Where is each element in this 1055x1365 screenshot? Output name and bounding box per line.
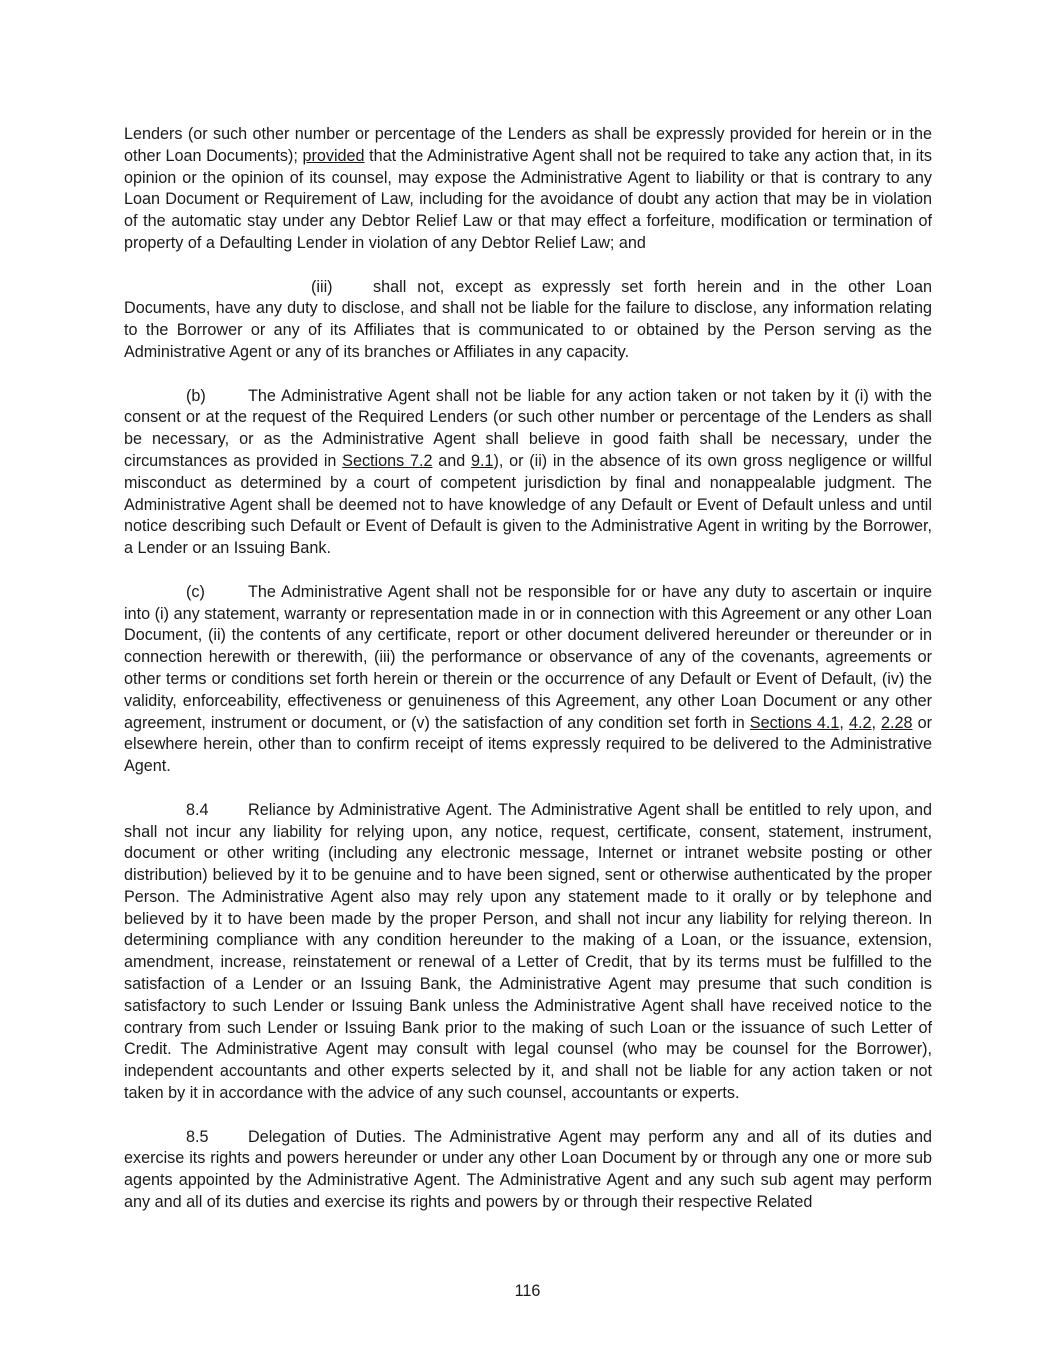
section-number: 8.4 [186, 800, 209, 819]
section-reference: 2.28 [881, 713, 913, 732]
section-reference: Sections 7.2 [342, 451, 433, 470]
section-reference: 4.2 [848, 713, 872, 732]
paragraph-text: that the Administrative Agent shall not be required to take any action that, in its opinion or the opinion of its counsel, may expose the Administrative Agent to liability or that is contrary to any Loan Document or Requirement of Law, including for the avoidance of doubt any action that may be in violation of the automatic stay under any Debtor Relief Law or that may effect a forfeiture, modification or termination of property of a Defaulting Lender in violation of any Debtor Relief Law; and [124, 146, 932, 252]
paragraph-text: Lenders (or such other number or percentage of the Lenders as shall be expressly provided for herein or in the other Loan Documents); [124, 125, 932, 165]
section-8-4 [124, 800, 932, 1105]
paragraph-b [124, 386, 932, 560]
section-number: 8.5 [186, 1127, 209, 1146]
paragraph-text: The Administrative Agent may perform any and all of its duties and exercise its rights and powers hereunder or under any other Loan Document by or through any one or more sub agents appointed by the Administrative Agent. The Administrative Agent and any such sub agent may perform any and all of its duties and exercise its rights and powers by or through their respective Related [124, 1127, 932, 1212]
paragraph-text: shall not, except as expressly set forth herein and in the other Loan Documents, have any duty to disclose, and shall not be liable for the failure to disclose, any information relating to the Borrower or any of its Affiliates that is communicated to or obtained by the Person serving as the Administrative Agent or any of its branches or Affiliates in any capacity. [124, 277, 932, 361]
paragraph-text: The Administrative Agent shall not be liable for any action taken or not taken by it (i) with the consent or at the request of the Required Lenders (or such other number or percentage of the Lenders as shall be necessary, or as the Administrative Agent shall believe in good faith shall be necessary, under the circumstances as provided in [124, 386, 932, 470]
paragraph-text: The Administrative Agent shall not be responsible for or have any duty to ascertain or inquire into (i) any statement, warranty or representation made in or in connection with this Agreement or any other Loan Document, (ii) the contents of any certificate, report or other document delivered hereunder or thereunder or in connection herewith or therewith, (iii) the performance or observance of any of the covenants, agreements or other terms or conditions set forth herein or therein or the occurrence of any Default or Event of Default, (iv) the validity, enforceability, effectiveness or genuineness of this Agreement, any other Loan Document or any other agreement, instrument or document, or (v) the satisfaction of any condition set forth in [124, 582, 932, 732]
section-8-5 [124, 1127, 932, 1214]
underlined-term: provided [302, 146, 365, 165]
section-heading: Delegation of Duties. [248, 1127, 407, 1146]
paragraph-c [124, 582, 932, 778]
page-number: 116 [514, 1282, 541, 1300]
section-reference: Sections 4.1 [749, 713, 840, 732]
section-reference: 9.1 [470, 451, 494, 470]
clause-number: (b) [186, 386, 206, 405]
paragraph-text: or elsewhere herein, other than to confirm receipt of items expressly required to be delivered to the Administrative Agent. [124, 713, 932, 776]
section-heading: Reliance by Administrative Agent. [248, 800, 493, 819]
paragraph-text: The Administrative Agent shall be entitled to rely upon, and shall not incur any liability for relying upon, any notice, request, certificate, consent, statement, instrument, document or other writing (including any electronic message, Internet or intranet website posting or other distribution) believed by it to be genuine and to have been signed, sent or otherwise authenticated by the proper Person. The Administrative Agent also may rely upon any statement made to it orally or by telephone and believed by it to have been made by the proper Person, and shall not incur any liability for relying thereon. In determining compliance with any condition hereunder to the making of a Loan, or the issuance, extension, amendment, increase, reinstatement or renewal of a Letter of Credit, that by its terms must be fulfilled to the satisfaction of a Lender or an Issuing Bank, the Administrative Agent may presume that such condition is satisfactory to such Lender or Issuing Bank unless the Administrative Agent shall have received notice to the contrary from such Lender or Issuing Bank prior to the making of such Loan or the issuance of such Letter of Credit. The Administrative Agent may consult with legal counsel (who may be counsel for the Borrower), independent accountants and other experts selected by it, and shall not be liable for any action taken or not taken by it in accordance with the advice of any such counsel, accountants or experts. [124, 800, 932, 1103]
clause-number: (c) [186, 582, 205, 601]
paragraph-text: ), or (ii) in the absence of its own gross negligence or willful misconduct as determined by a court of competent jurisdiction by final and nonappealable judgment. The Administrative Agent shall be deemed not to have knowledge of any Default or Event of Default unless and until notice describing such Default or Event of Default is given to the Administrative Agent in writing by the Borrower, a Lender or an Issuing Bank. [124, 451, 932, 558]
separator: , [839, 713, 849, 732]
paragraph-continuation [124, 124, 932, 255]
clause-number: (iii) [311, 277, 333, 296]
document-page [124, 124, 932, 1236]
separator: , [871, 713, 882, 732]
paragraph-text: and [432, 451, 471, 470]
paragraph-iii [124, 277, 932, 364]
